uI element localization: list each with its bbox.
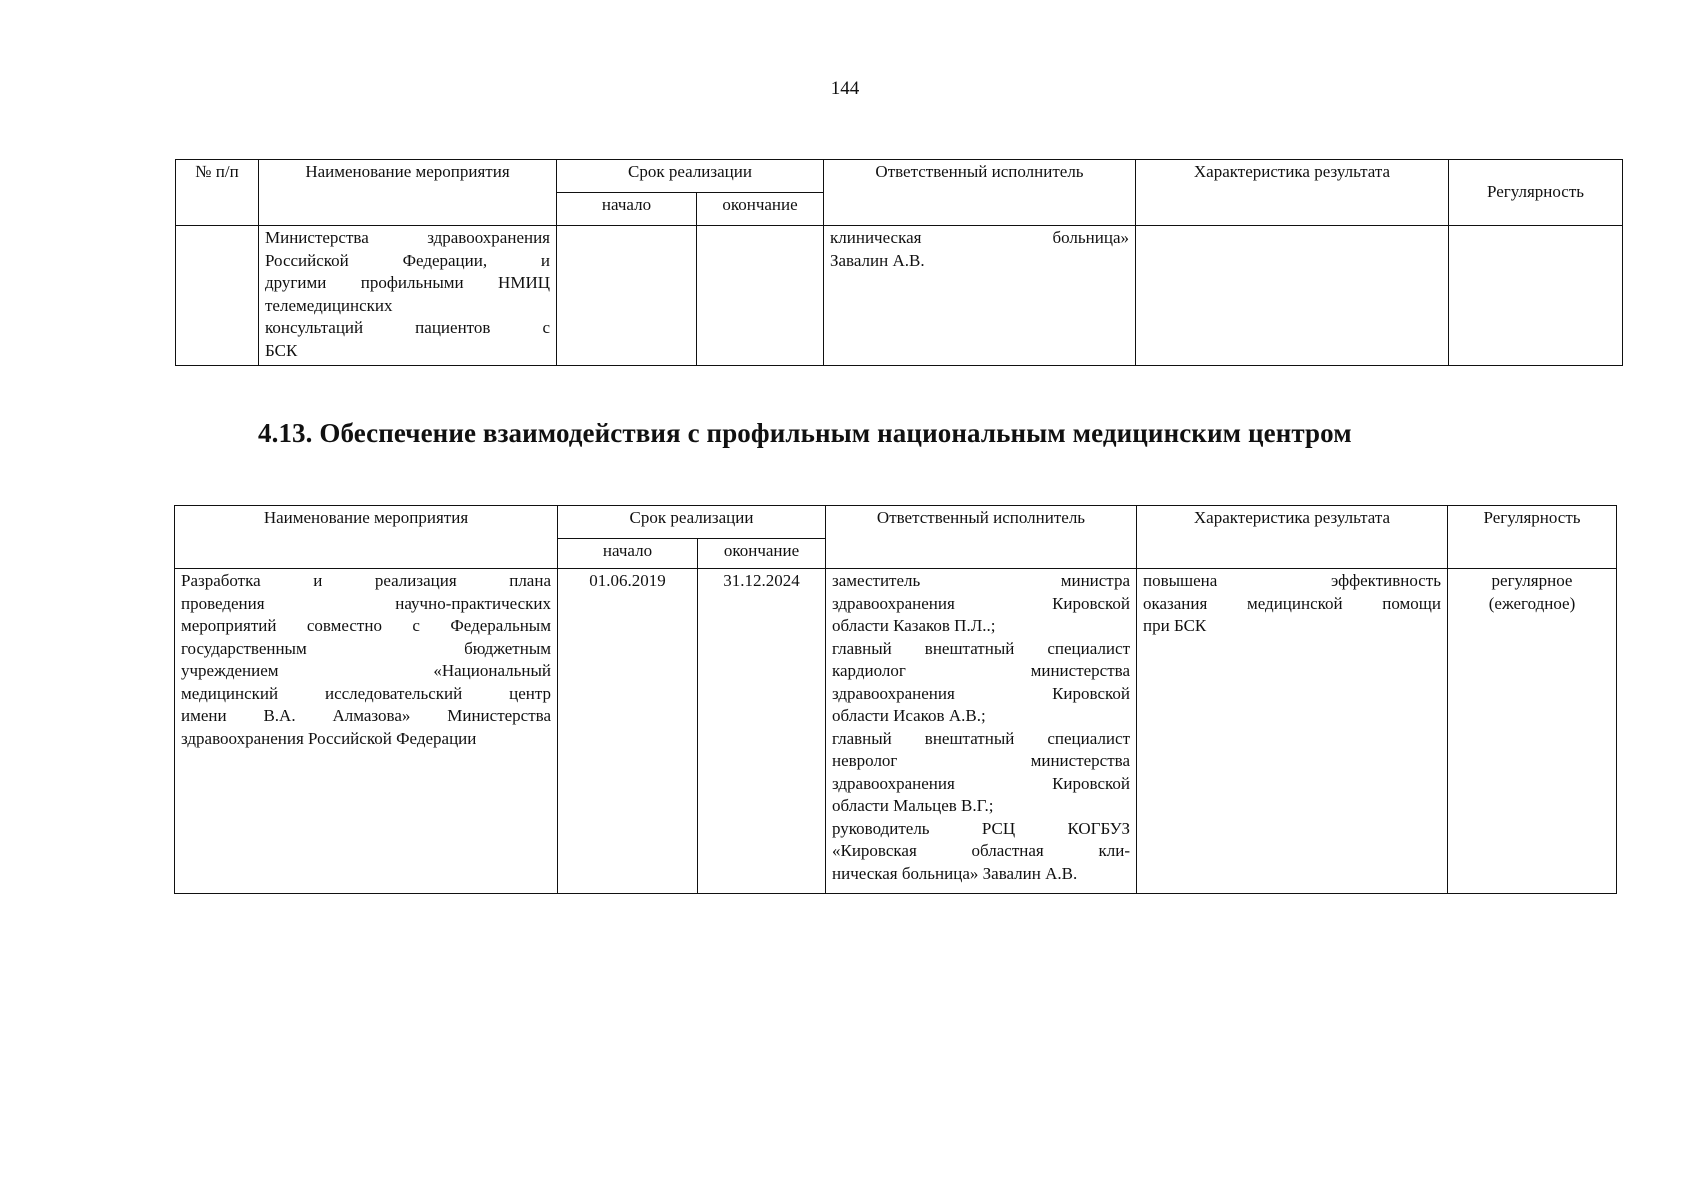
continuation-table [175, 159, 1623, 366]
cell-regularity-line: (ежегодное) [1488, 593, 1576, 613]
header-end: окончание [698, 539, 826, 569]
cell-executor-line: области Казаков П.Л..; [832, 616, 996, 635]
cell-end [697, 226, 824, 366]
header-name: Наименование мероприятия [259, 160, 557, 226]
cell-name-line: учреждением «Национальный [181, 661, 551, 680]
cell-name-line: Разработка и реализация плана [181, 571, 551, 590]
cell-name-line: мероприятий совместно с Федеральным [181, 616, 551, 635]
section-heading: 4.13. Обеспечение взаимодействия с профильным национальным медицинским центром [258, 418, 1352, 448]
cell-executor-line: невролог министерства [832, 751, 1130, 770]
cell-name-line: здравоохранения Российской Федерации [181, 728, 477, 748]
header-start: начало [558, 539, 698, 569]
header-num: № п/п [176, 160, 259, 226]
header-end: окончание [697, 193, 824, 226]
cell-end: 31.12.2024 [698, 569, 826, 894]
header-result: Характеристика результата [1136, 160, 1449, 226]
cell-regularity-line: регулярное [1491, 571, 1573, 590]
cell-regularity [1448, 569, 1617, 894]
cell-executor-line: клиническая больница» [830, 228, 1129, 247]
cell-executor-line: заместитель министра [832, 571, 1130, 590]
cell-executor [824, 226, 1136, 366]
cell-result-line: повышена эффективность [1143, 571, 1441, 590]
cell-name-line: консультаций пациентов с [265, 318, 550, 337]
cell-executor-line: здравоохранения Кировской [832, 593, 1130, 613]
header-regularity: Регулярность [1449, 160, 1623, 226]
cell-executor-line: области Мальцев В.Г.; [832, 796, 994, 815]
header-regularity: Регулярность [1448, 506, 1617, 569]
cell-executor-line: главный внештатный специалист [832, 728, 1130, 748]
cell-name-line: телемедицинских [265, 295, 393, 315]
header-name: Наименование мероприятия [175, 506, 558, 569]
cell-executor-line: главный внештатный специалист [832, 638, 1130, 658]
cell-result [1136, 226, 1449, 366]
cell-name-line: БСК [265, 340, 298, 360]
cell-result [1137, 569, 1448, 894]
cell-name-line: Российской Федерации, и [265, 250, 550, 270]
cell-start: 01.06.2019 [558, 569, 698, 894]
cell-result-line: при БСК [1143, 616, 1207, 635]
cell-name [175, 569, 558, 894]
cell-result-line: оказания медицинской помощи [1143, 593, 1441, 613]
header-start: начало [557, 193, 697, 226]
header-executor: Ответственный исполнитель [824, 160, 1136, 226]
cell-num [176, 226, 259, 366]
cell-executor-line: Завалин А.В. [830, 250, 925, 270]
header-result: Характеристика результата [1137, 506, 1448, 569]
cell-executor-line: здравоохранения Кировской [832, 683, 1130, 703]
cell-start [557, 226, 697, 366]
cell-executor-line: ническая больница» Завалин А.В. [832, 863, 1078, 883]
header-executor: Ответственный исполнитель [826, 506, 1137, 569]
header-period: Срок реализации [557, 160, 824, 193]
header-period: Срок реализации [558, 506, 826, 539]
cell-executor-line: области Исаков А.В.; [832, 706, 986, 725]
cell-name-line: проведения научно-практических [181, 593, 551, 613]
cell-executor [826, 569, 1137, 894]
cell-executor-line: кардиолог министерства [832, 661, 1130, 680]
cell-executor-line: руководитель РСЦ КОГБУЗ [832, 818, 1130, 838]
cell-executor-line: здравоохранения Кировской [832, 773, 1130, 793]
cell-name-line: другими профильными НМИЦ [265, 273, 550, 292]
measures-table [174, 505, 1617, 894]
cell-name-line: имени В.А. Алмазова» Министерства [181, 706, 551, 725]
cell-executor-line: «Кировская областная кли- [832, 841, 1130, 860]
cell-name-line: Министерства здравоохранения [265, 228, 550, 247]
cell-name-line: государственным бюджетным [181, 638, 551, 658]
cell-name-line: медицинский исследовательский центр [181, 683, 551, 703]
cell-regularity [1449, 226, 1623, 366]
page-number: 144 [830, 78, 860, 99]
cell-name [259, 226, 557, 366]
